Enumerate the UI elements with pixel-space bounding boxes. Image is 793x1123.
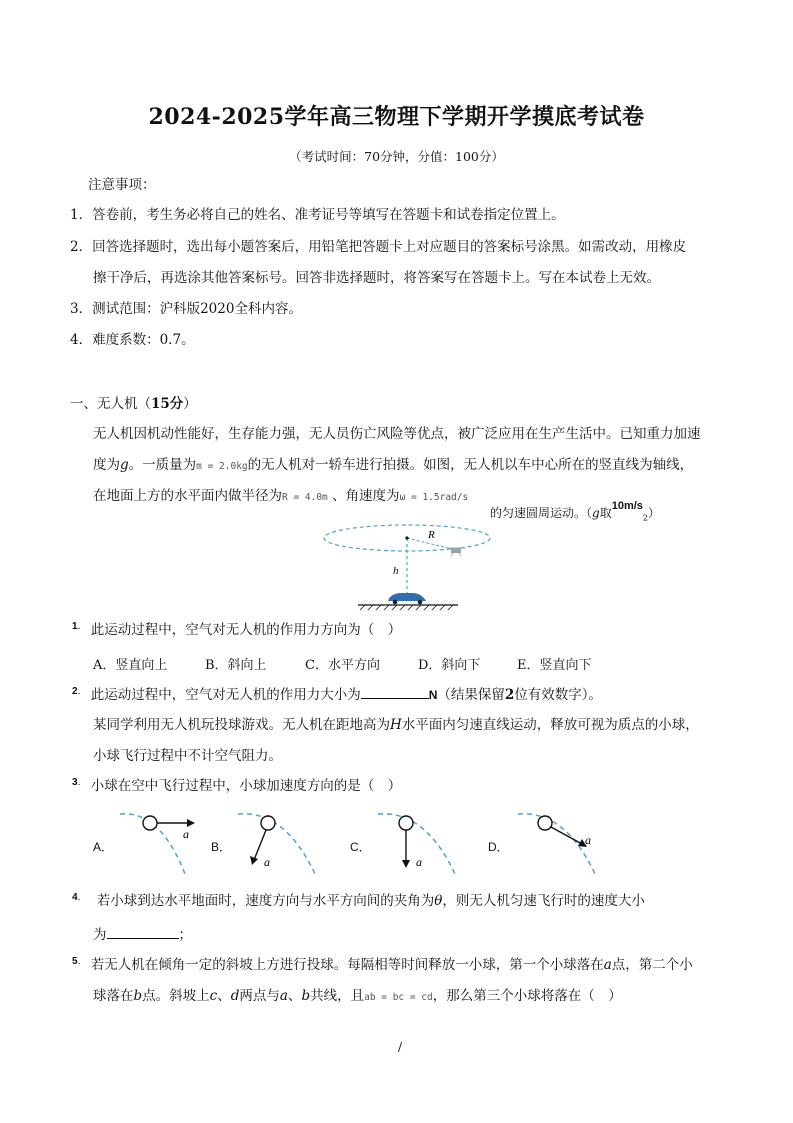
- intro-line-3: 在地面上方的水平面内做半径为R = 4.0m 、角速度为ω = 1.5rad/s: [93, 488, 469, 504]
- question-5-cont: 球落在b点。斜坡上c、d两点与a、b共线，且ab = bc = cd，那么第三个小球将落在（ ）: [93, 988, 622, 1004]
- intro-line-2: 度为g。一质量为m = 2.0kg的无人机对一轿车进行拍摄。如图，无人机以车中心所在的竖直线为轴线，: [93, 457, 694, 473]
- q3-option-a-label[interactable]: A．: [93, 840, 114, 854]
- note-num: 1．: [70, 207, 93, 223]
- intro-line-1: 无人机因机动性能好，生存能力强，无人员伤亡风险等优点，被广泛应用在生产生活中。已知重力加速: [93, 426, 701, 442]
- note-item-4: [70, 330, 195, 350]
- drone-figure: [318, 518, 498, 613]
- note-item-2: [70, 237, 686, 257]
- question-5: $^{5.}$ 若无人机在倾角一定的斜坡上方进行投球。每隔相等时间释放一小球，第一个小球落在a点，第二个小: [72, 956, 693, 973]
- note-num: 4．: [70, 332, 93, 348]
- q3-option-d-label[interactable]: D．: [488, 840, 509, 854]
- answer-blank[interactable]: [107, 924, 179, 939]
- svg-text:a: a: [183, 827, 189, 841]
- scenario-line-1: 某同学利用无人机玩投球游戏。无人机在距地高为H水平面内匀速直线运动，释放可视为质点的小球，: [93, 717, 699, 733]
- svg-text:a: a: [264, 855, 270, 869]
- svg-text:a: a: [416, 855, 422, 869]
- question-4-cont: 为 ；: [93, 924, 192, 945]
- radius-formula: R = 4.0m: [282, 492, 328, 503]
- label-R: R: [428, 529, 435, 541]
- question-number: 3: [72, 777, 78, 788]
- note-item-3: [70, 299, 302, 319]
- note-text: 答卷前，考生务必将自己的姓名、准考证号等填写在答题卡和试卷指定位置上。: [92, 207, 565, 223]
- unit-label: N: [428, 688, 438, 702]
- ground-hatch: [360, 605, 453, 610]
- notes-heading: 注意事项：: [88, 177, 156, 193]
- label-h: h: [393, 565, 399, 577]
- q1-option-e[interactable]: E．竖直向下: [517, 658, 592, 673]
- note-text: 回答选择题时，选出每小题答案后，用铅笔把答题卡上对应题目的答案标号涂黑。如需改动，用橡皮: [92, 239, 687, 255]
- page-mark: /: [398, 1040, 403, 1054]
- q3-option-b-label[interactable]: B．: [211, 840, 232, 854]
- scenario-line-2: 小球飞行过程中不计空气阻力。: [93, 748, 282, 764]
- note-num: 3．: [70, 301, 93, 317]
- note-item-2-cont: 擦干净后，再选涂其他答案标号。回答非选择题时，将答案写在答题卡上。写在本试卷上无效。: [93, 270, 660, 286]
- q3-option-a-figure[interactable]: [115, 808, 205, 880]
- question-text: 小球在空中飞行过程中，小球加速度方向的是（ ）: [90, 778, 402, 794]
- note-item-1: [70, 205, 565, 225]
- section-score: 15分: [151, 396, 184, 412]
- exam-subtitle: （考试时间：70分钟，分值：100分）: [289, 149, 504, 164]
- mass-formula: m = 2.0kg: [196, 461, 248, 472]
- segment-equation: ab = bc = cd: [364, 992, 433, 1003]
- car-icon: [388, 593, 426, 604]
- question-1: $^{1.}$ 此运动过程中，空气对无人机的作用力方向为（ ）: [72, 621, 402, 638]
- section-heading: 一、无人机（15分）: [70, 396, 197, 412]
- question-number: 5: [72, 956, 78, 967]
- note-text: 测试范围：沪科版2020全科内容。: [92, 301, 302, 317]
- center-dot: [405, 536, 408, 539]
- question-number: 1: [72, 621, 78, 632]
- question-text: 若小球到达水平地面时，速度方向与水平方向间的夹角为: [96, 893, 435, 909]
- q3-option-d-figure[interactable]: [510, 808, 610, 880]
- q1-option-c[interactable]: C．水平方向: [305, 658, 380, 673]
- answer-blank[interactable]: [361, 684, 429, 699]
- q1-option-d[interactable]: D．斜向下: [418, 658, 481, 673]
- note-text: 难度系数：0.7。: [92, 332, 195, 348]
- question-text: 此运动过程中，空气对无人机的作用力方向为（ ）: [90, 622, 402, 638]
- exam-title: 2024-2025学年高三物理下学期开学摸底考试卷: [148, 104, 645, 130]
- question-number: 2: [72, 686, 78, 697]
- q1-option-b[interactable]: B．斜向上: [205, 658, 267, 673]
- question-2: $^{2.}$ 此运动过程中，空气对无人机的作用力大小为 N（结果保留2位有效数字）。: [72, 686, 603, 703]
- intro-line-4: 的匀速圆周运动。（g取$^{10m/s}_2$）: [490, 500, 661, 523]
- question-number: 4: [72, 892, 78, 903]
- question-3: $^{3.}$ 小球在空中飞行过程中，小球加速度方向的是（ ）: [72, 777, 402, 794]
- q3-option-c-figure[interactable]: [370, 808, 470, 880]
- q3-option-c-label[interactable]: C．: [350, 840, 371, 854]
- omega-formula: ω = 1.5rad/s: [399, 492, 469, 503]
- svg-text:a: a: [585, 833, 591, 847]
- note-num: 2．: [70, 239, 93, 255]
- question-4: $^{4.}$ 若小球到达水平地面时，速度方向与水平方向间的夹角为θ，则无人机匀速飞行时的速度大小: [72, 892, 645, 909]
- g-value: 10m/s: [611, 500, 643, 512]
- question-text: 此运动过程中，空气对无人机的作用力大小为: [90, 687, 361, 703]
- q3-option-b-figure[interactable]: [230, 808, 330, 880]
- q1-option-a[interactable]: A．竖直向上: [93, 658, 168, 673]
